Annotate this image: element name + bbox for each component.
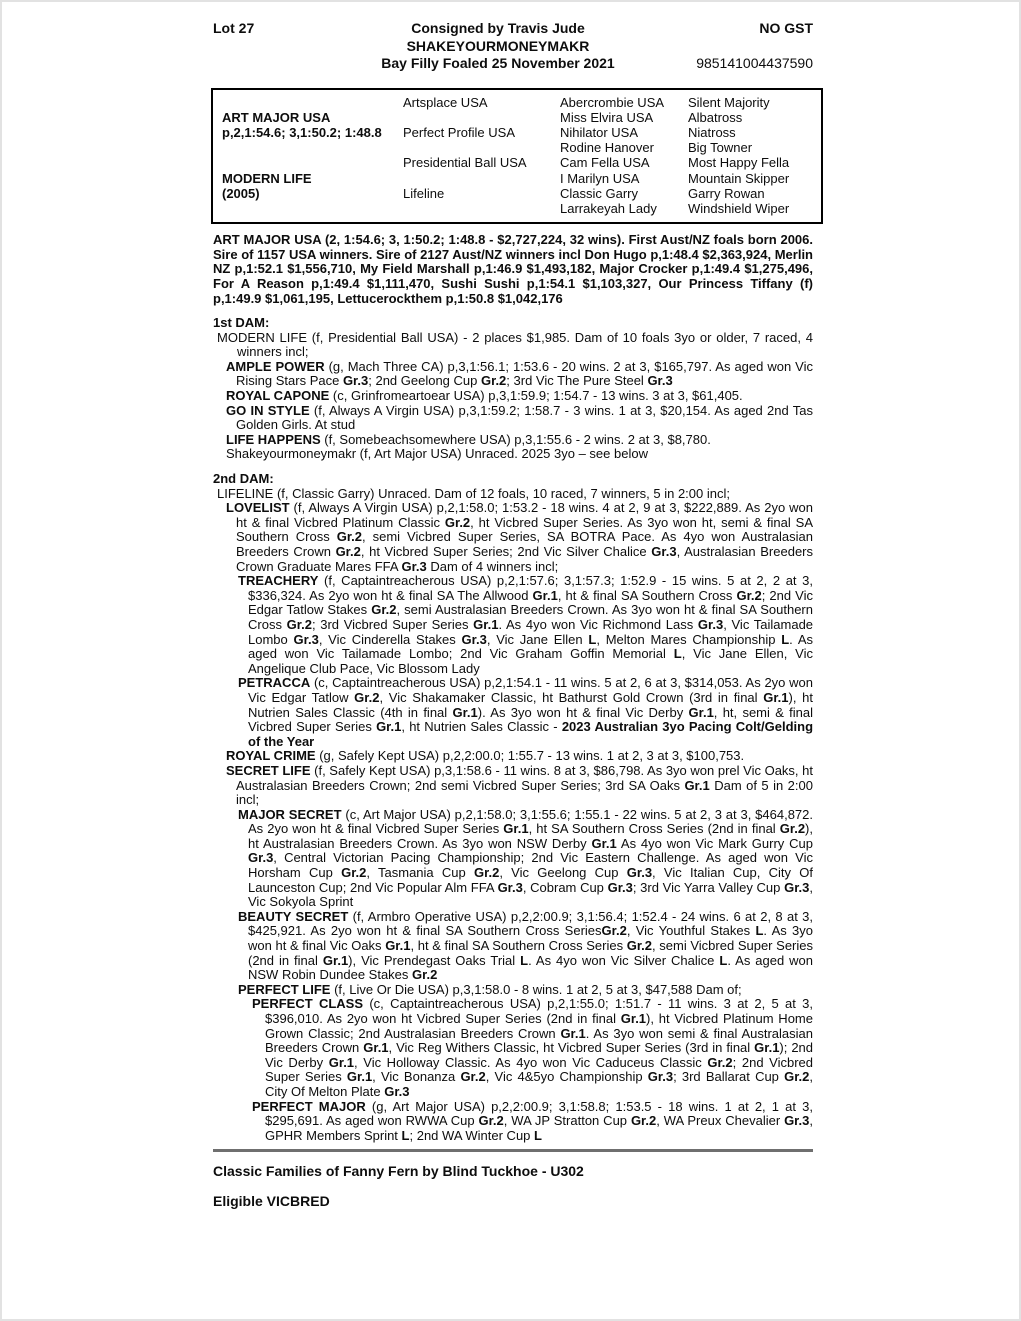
footer-divider <box>213 1149 813 1152</box>
pedigree-cell: Cam Fella USA <box>560 155 650 171</box>
page-header <box>213 20 813 73</box>
pedigree-cell <box>403 201 560 216</box>
pedigree-cell: (2005) <box>222 185 260 201</box>
eligibility-line: Eligible VICBRED <box>213 1193 330 1210</box>
pedigree-entry: LIFE HAPPENS (f, Somebeachsomewhere USA) p,3,1:55.6 - 2 wins. 2 at 3, $8,780. <box>226 431 711 447</box>
pedigree-entry: ROYAL CRIME (g, Safely Kept USA) p,2,2:00.0; 1:55.7 - 13 wins. 1 at 2, 3 at 3, $100,753. <box>226 748 745 764</box>
dam-sections <box>213 316 813 1143</box>
sire-summary: ART MAJOR USA (2, 1:54.6; 3, 1:50.2; 1:48.8 - $2,727,224, 32 wins). First Aust/NZ foals born 2006. Sire of 1157 USA winners. Sire of 2127 Aust/NZ winners incl Don Hugo p,1:48.4 $2,363,924, Merlin NZ p,1:52.1 $1,556,710, My Field Marshall p,1:46.9 $1,493,182, Major Crocker p,1:49.4 $1,275,496, For A Reason p,1:49.4 $1,111,470, Sushi Sushi p,1:54.1 $1,103,327, Our Princess Tiffany (f) p,1:49.9 $1,061,195, Lettucerockthem p,1:50.8 $1,042,176 <box>213 232 813 306</box>
pedigree-cell <box>222 155 403 170</box>
pedigree-cell: Garry Rowan <box>688 185 765 201</box>
foaling-info: Bay Filly Foaled 25 November 2021 <box>381 55 615 71</box>
pedigree-cell: Artsplace USA <box>403 94 488 110</box>
header-right <box>665 20 813 73</box>
pedigree-cell <box>403 140 560 155</box>
pedigree-entry: SECRET LIFE (f, Safely Kept USA) p,3,1:58.6 - 11 wins. 8 at 3, $86,798. As 3yo won prel Vic Oaks, ht Australasian Breeders Crown; 2nd semi Vicbred Super Series; 3rd SA Oaks Gr.1 Dam of 5 in 2:00 incl; <box>226 762 813 808</box>
horse-name: SHAKEYOURMONEYMAKR <box>406 37 590 54</box>
pedigree-entry: PERFECT MAJOR (g, Art Major USA) p,2,2:00.9; 3,1:58.8; 1:53.5 - 18 wins. 1 at 2, 1 at 3, $295,691. As aged won RWWA Cup Gr.2, WA JP Stratton Cup Gr.2, WA Preux Chevalier Gr.3, GPHR Members Sprint L; 2nd WA Winter Cup L <box>252 1098 813 1143</box>
pedigree-entry: TREACHERY (f, Captaintreacherous USA) p,2,1:57.6; 3,1:57.3; 1:52.9 - 15 wins. 5 at 2, 2 at 3, $336,324. As 2yo won ht & final SA The Allwood Gr.1, ht & final SA Southern Cross Gr.2; 2nd Vic Edgar Tatlow Stakes Gr.2, semi Australasian Breeders Crown. As 3yo won ht & final SA Southern Cross Gr.2; 3rd Vicbred Super Series Gr.1. As 4yo won Vic Richmond Lass Gr.3, Vic Tailamade Lombo Gr.3, Vic Cinderella Stakes Gr.3, Vic Jane Ellen L, Melton Mares Championship L. As aged won Vic Tailamade Lombo; 2nd Vic Graham Goffin Memorial L, Vic Jane Ellen, Vic Angelique Club Pace, Vic Blossom Lady <box>238 573 814 676</box>
family-line: Classic Families of Fanny Fern by Blind Tuckhoe - U302 <box>213 1163 584 1180</box>
pedigree-entry: PERFECT LIFE (f, Live Or Die USA) p,3,1:58.0 - 8 wins. 1 at 2, 5 at 3, $47,588 Dam of; <box>238 981 742 997</box>
pedigree-cell: p,2,1:54.6; 3,1:50.2; 1:48.8 <box>222 124 382 140</box>
pedigree-entry: Shakeyourmoneymakr (f, Art Major USA) Unraced. 2025 3yo – see below <box>226 446 648 462</box>
pedigree-entry: AMPLE POWER (g, Mach Three CA) p,3,1:56.1; 1:53.6 - 20 wins. 2 at 3, $165,797. As aged won Vic Rising Stars Pace Gr.3; 2nd Geelong Cup Gr.2; 3rd Vic The Pure Steel Gr.3 <box>226 358 813 389</box>
pedigree-cell: Rodine Hanover <box>560 140 654 156</box>
pedigree-cell <box>403 171 560 186</box>
consignor-line: Consigned by Travis Jude <box>411 20 585 36</box>
pedigree-cell: Classic Garry <box>560 185 639 201</box>
pedigree-entry: MAJOR SECRET (c, Art Major USA) p,2,1:58.0; 3,1:55.6; 1:55.1 - 22 wins. 5 at 2, 3 at 3, $464,872. As 2yo won ht & final Vicbred Super Series Gr.1, ht SA Southern Cross Series (2nd in final Gr.2), ht Australasian Breeders Crown. As 3yo won NSW Derby Gr.1 As 4yo won Vic Mark Gurry Cup Gr.3, Central Victorian Pacing Championship; 2nd Vic Eastern Challenge. As aged won Vic Horsham Cup Gr.2, Tasmania Cup Gr.2, Vic Geelong Cup Gr.3, Vic Italian Cup, City Of Launceston Cup; 2nd Vic Popular Alm FFA Gr.3, Cobram Cup Gr.3; 3rd Vic Yarra Valley Cup Gr.3, Vic Sokyola Sprint <box>238 806 813 910</box>
pedigree-cell: ART MAJOR USA <box>222 109 331 125</box>
pedigree-cell: Lifeline <box>403 185 445 201</box>
pedigree-cell <box>222 95 403 110</box>
pedigree-cell: Abercrombie USA <box>560 94 665 110</box>
pedigree-cell: Windshield Wiper <box>688 200 790 216</box>
pedigree-cell <box>222 201 403 216</box>
pedigree-entry: PETRACCA (c, Captaintreacherous USA) p,2,1:54.1 - 11 wins. 5 at 2, 6 at 3, $314,053. As 2yo won Vic Edgar Tatlow Gr.2, Vic Shakamaker Classic, ht Bathurst Gold Crown (3rd in final Gr.1), ht Nutrien Sales Classic (4th in final Gr.1). As 3yo won ht & final Vic Derby Gr.1, ht, semi & final Vicbred Super Series Gr.1, ht Nutrien Sales Classic - 2023 Australian 3yo Pacing Colt/Gelding of the Year <box>238 675 814 749</box>
pedigree-cell: Larrakeyah Lady <box>560 200 657 216</box>
pedigree-cell: Niatross <box>688 124 736 140</box>
pedigree-entry: GO IN STYLE (f, Always A Virgin USA) p,3,1:59.2; 1:58.7 - 3 wins. 1 at 3, $20,154. As aged 2nd Tas Golden Girls. At stud <box>226 402 813 433</box>
pedigree-table <box>211 88 823 225</box>
pedigree-cell <box>403 110 560 125</box>
pedigree-entry: LOVELIST (f, Always A Virgin USA) p,2,1:58.0; 1:53.2 - 18 wins. 4 at 2, 9 at 3, $222,889. As 2yo won ht & final Vicbred Platinum Classic Gr.2, ht Vicbred Super Series. As 3yo won ht, semi & final SA Southern Cross Gr.2, semi Vicbred Super Series, SA BOTRA Pace. As 4yo won Australasian Breeders Crown Gr.2, ht Vicbred Super Series; 2nd Vic Silver Chalice Gr.3, Australasian Breeders Crown Graduate Mares FFA Gr.3 Dam of 4 winners incl; <box>226 500 814 574</box>
pedigree-entry: MODERN LIFE (f, Presidential Ball USA) - 2 places $1,985. Dam of 10 foals 3yo or older, 7 raced, 4 winners incl; <box>217 329 813 360</box>
pedigree-cell: I Marilyn USA <box>560 170 640 186</box>
pedigree-cell: Perfect Profile USA <box>403 124 515 140</box>
microchip-number: 985141004437590 <box>696 54 813 71</box>
pedigree-entry: PERFECT CLASS (c, Captaintreacherous USA) p,2,1:55.0; 1:51.7 - 11 wins. 3 at 2, 5 at 3, $396,010. As 2yo won ht Vicbred Super Series (2nd in final Gr.1), ht Vicbred Platinum Home Grown Classic; 2nd Australasian Breeders Crown Gr.1. As 3yo won semi & final Australasian Breeders Crown Gr.1, Vic Reg Withers Classic, ht Vicbred Super Series (3rd in final Gr.1); 2nd Vic Derby Gr.1, Vic Holloway Classic. As 4yo won Vic Caduceus Classic Gr.2; 2nd Vicbred Super Series Gr.1, Vic Bonanza Gr.2, Vic 4&5yo Championship Gr.3; 3rd Ballarat Cup Gr.2, City Of Melton Plate Gr.3 <box>252 996 814 1099</box>
lot-number: Lot 27 <box>213 20 255 36</box>
pedigree-cell <box>222 140 403 155</box>
pedigree-entry: LIFELINE (f, Classic Garry) Unraced. Dam of 12 foals, 10 raced, 7 winners, 5 in 2:00 incl; <box>217 485 730 501</box>
pedigree-cell: Big Towner <box>688 140 753 156</box>
header-center <box>331 20 665 73</box>
pedigree-cell: Presidential Ball USA <box>403 155 527 171</box>
gst-status: NO GST <box>759 20 813 36</box>
page-content <box>213 2 813 1209</box>
pedigree-cell: Most Happy Fella <box>688 155 790 171</box>
pedigree-cell: Miss Elvira USA <box>560 109 654 125</box>
pedigree-cell: MODERN LIFE <box>222 170 312 186</box>
pedigree-cell: Nihilator USA <box>560 124 639 140</box>
pedigree-cell: Silent Majority <box>688 94 770 110</box>
pedigree-entry: BEAUTY SECRET (f, Armbro Operative USA) p,2,2:00.9; 3,1:56.4; 1:52.4 - 24 wins. 6 at 2, 8 at 3, $425,921. As 2yo won ht & final SA Southern Cross SeriesGr.2, Vic Youthful Stakes L. As 3yo won ht & final Vic Oaks Gr.1, ht & final SA Southern Cross Series Gr.2, semi Vicbred Super Series (2nd in final Gr.1), Vic Prendegast Oaks Trial L. As 4yo won Vic Silver Chalice L. As aged won NSW Robin Dundee Stakes Gr.2 <box>238 908 814 983</box>
dam-section-title: 2nd DAM: <box>213 471 274 487</box>
pedigree-entry: ROYAL CAPONE (c, Grinfromeartoear USA) p,3,1:59.9; 1:54.7 - 13 wins. 3 at 3, $61,405. <box>226 388 743 404</box>
pedigree-cell: Albatross <box>688 109 743 125</box>
dam-section-title: 1st DAM: <box>213 315 270 331</box>
pedigree-cell: Mountain Skipper <box>688 170 790 186</box>
